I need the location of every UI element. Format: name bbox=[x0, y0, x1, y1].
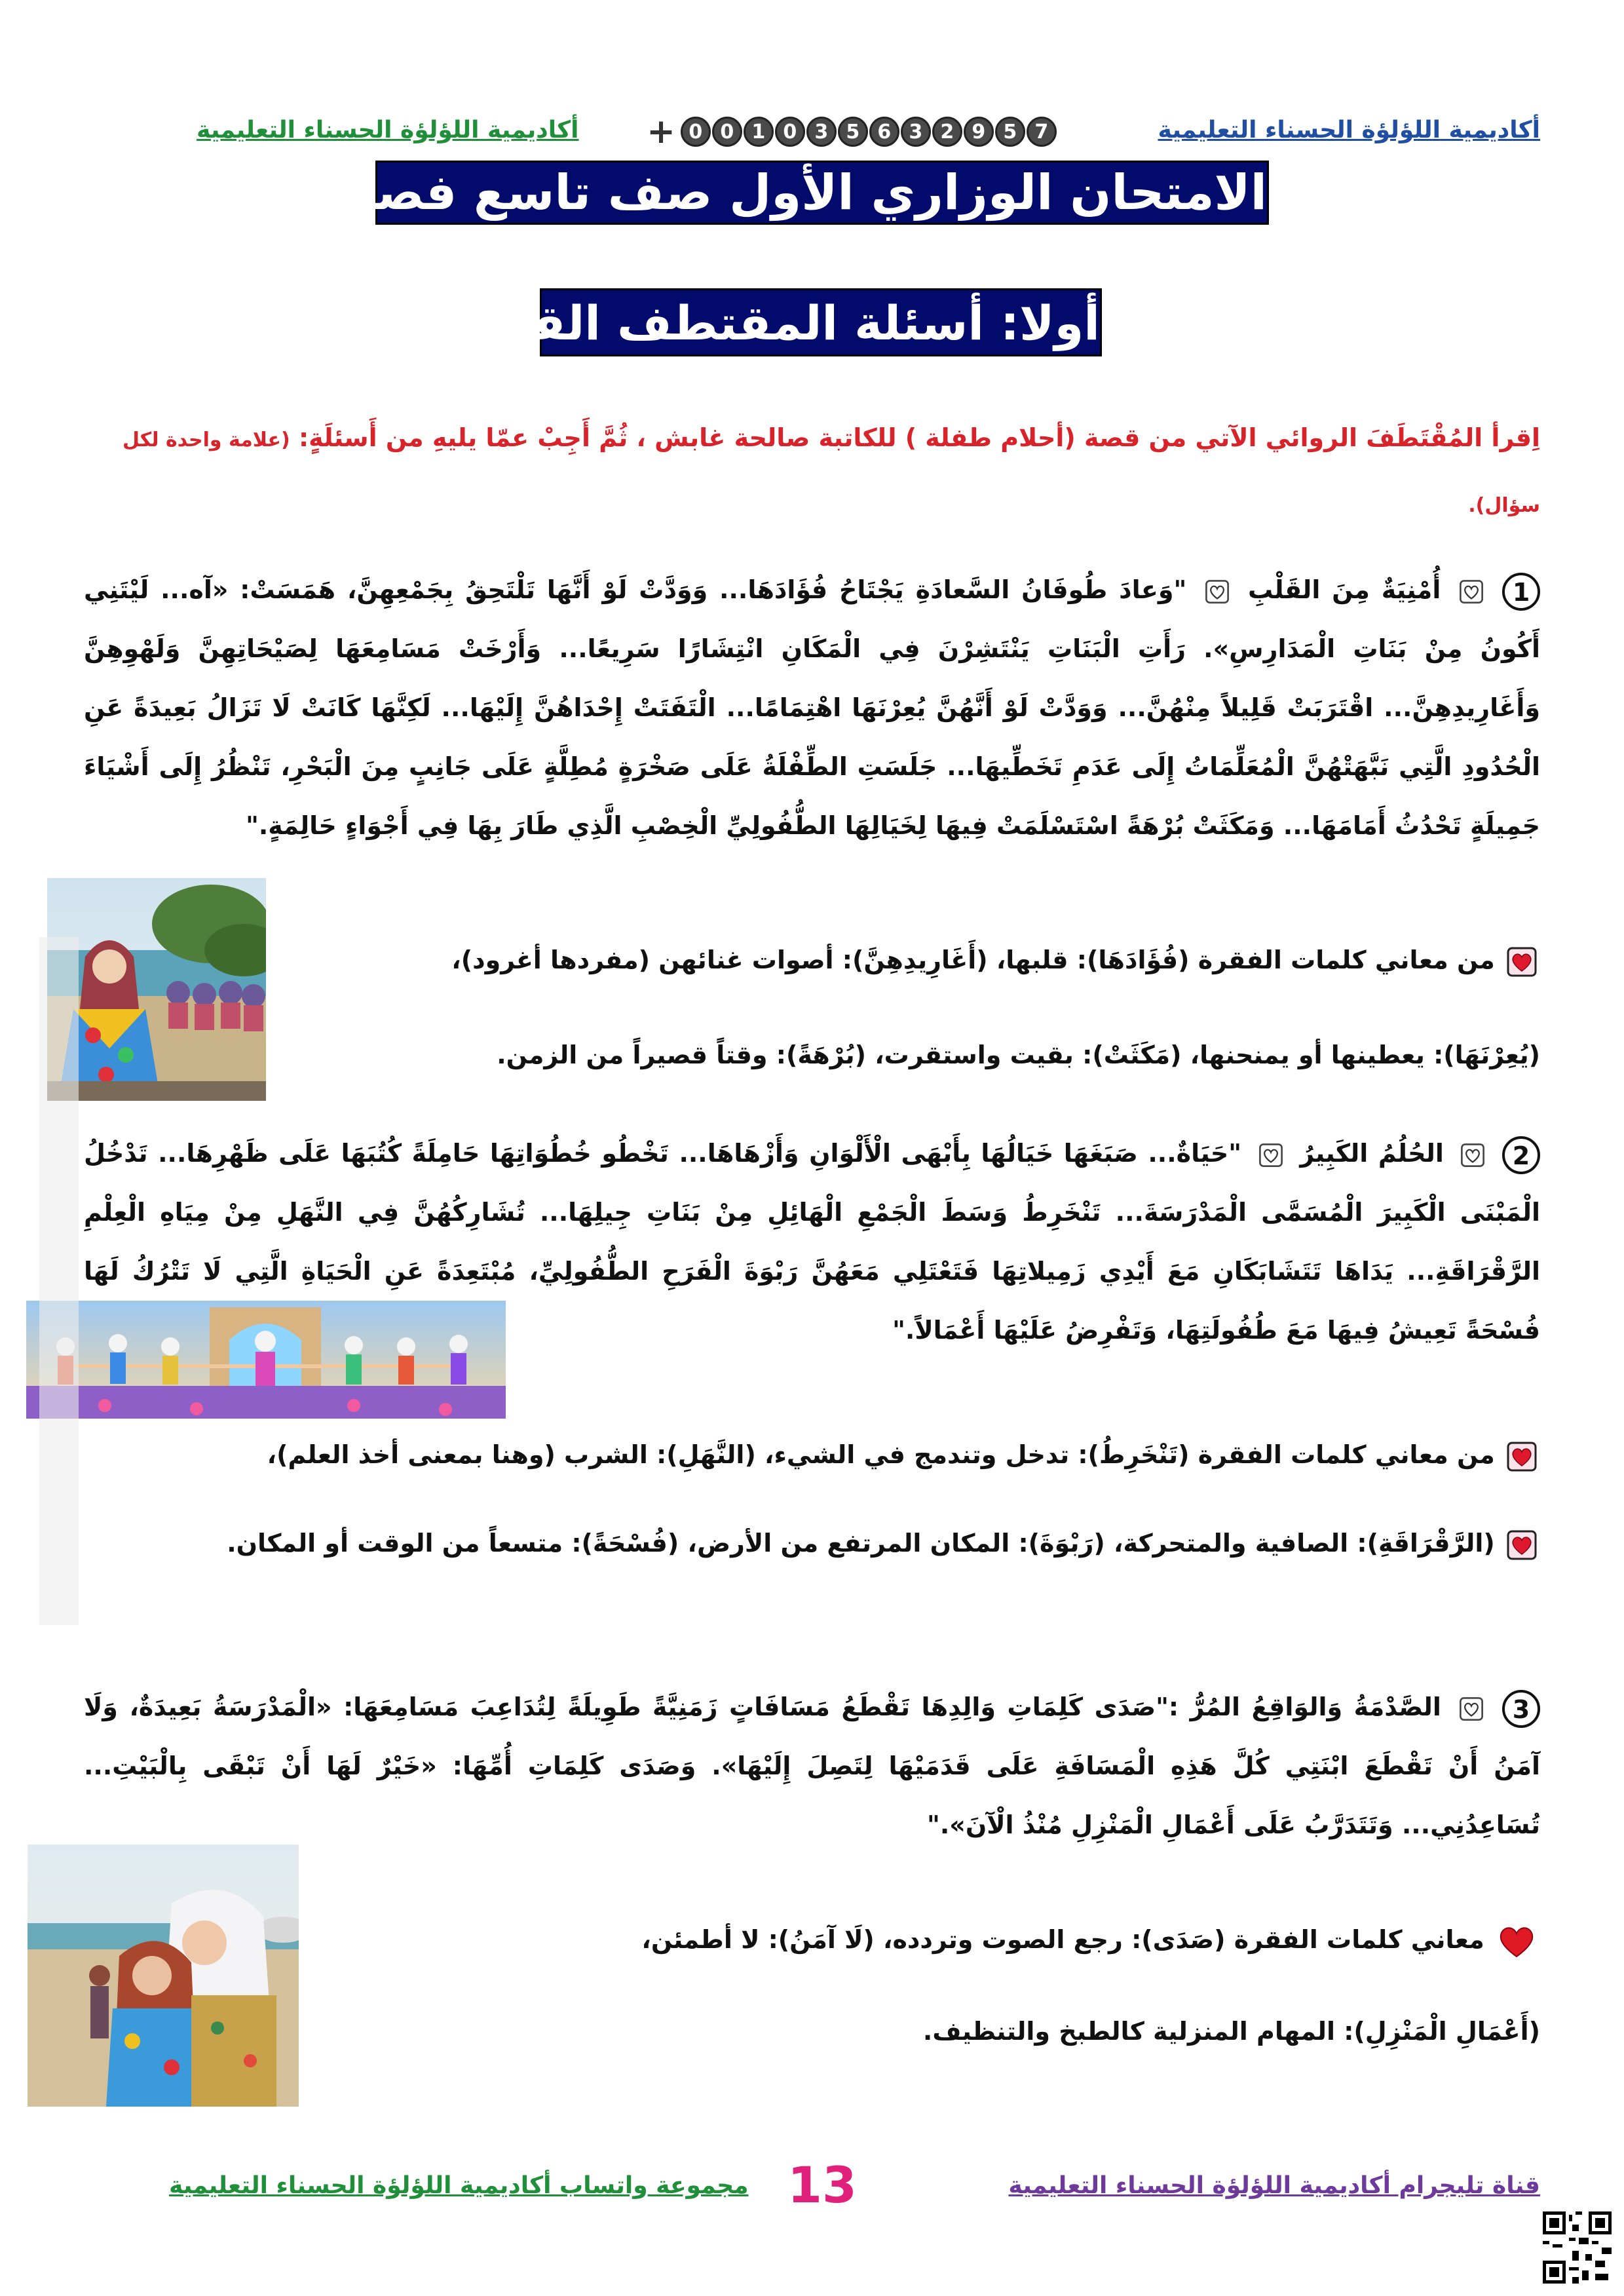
heart-in-box-icon bbox=[1506, 1441, 1538, 1472]
paragraph-heading: أُمْنِيَةٌ مِنَ القَلْبِ bbox=[1247, 575, 1441, 604]
meanings-line bbox=[641, 1920, 1540, 1959]
paragraph-text: "وَعادَ طُوفَانُ السَّعادَةِ يَجْتَاحُ فُؤَادَهَا... وَوَدَّتْ لَوْ أَنَّهَا تَلْتَحِقُ بِجَمْعِهِنَّ، هَمَسَتْ: «آه... لَيْتَنِي أَكُونُ مِنْ بَنَاتِ الْمَدَارِسِ». رَأَتِ الْبَنَاتِ يَنْتَشِرْنَ فِي الْمَكَانِ انْتِشَارًا سَرِيعًا... وَأَرْخَتْ مَسَامِعَهَا لِصَيْحَاتِهِنَّ وَلَهْوِهِنَّ وَأَغَارِيدِهِنَّ... اقْتَرَبَتْ قَلِيلاً مِنْهُنَّ... وَوَدَّتْ لَوْ أَنَّهُنَّ يُعِرْنَهَا اهْتِمَامًا... الْتَفَتَتْ إِحْدَاهُنَّ إِلَيْهَا... لَكِنَّهَا كَانَتْ لَا تَزَالُ بَعِيدَةً عَنِ الْحُدُودِ الَّتِي نَبَّهَتْهُنَّ الْمُعَلِّمَاتُ إِلَى عَدَمِ تَخَطِّيهَا... جَلَسَتِ الطِّفْلَةُ عَلَى صَخْرَةٍ مُطِلَّةٍ عَلَى جَانِبٍ مِنَ الْبَحْرِ، تَنْظُرُ إِلَى أَشْيَاءَ جَمِيلَةٍ تَحْدُثُ أَمَامَهَا... وَمَكَثَتْ بُرْهَةً اسْتَسْلَمَتْ فِيهَا لِخَيَالِهَا الطُّفُولِيِّ الْخِصْبِ الَّذِي طَارَ بِهَا فِي أَجْوَاءٍ حَالِمَةٍ." bbox=[84, 575, 1540, 840]
meanings-line bbox=[451, 940, 1540, 980]
phone-digit: 2 bbox=[932, 117, 962, 147]
phone-digit: 7 bbox=[1027, 117, 1057, 147]
heart-in-box-icon bbox=[1506, 946, 1538, 978]
heart-icon bbox=[1497, 1924, 1536, 1959]
paragraph-heading: الصَّدْمَةُ وَالوَاقِعُ المُرُّ bbox=[1190, 1693, 1441, 1721]
meanings-text: (أَعْمَالِ الْمَنْزِلِ): المهام المنزلية كالطبخ والتنظيف. bbox=[922, 2017, 1540, 2046]
paragraph-text: :"صَدَى كَلِمَاتِ وَالِدِهَا تَقْطَعُ مَسَافَاتٍ زَمَنِيَّةً طَوِيلَةً لِتُدَاعِبَ مَسَامِعَهَا: «الْمَدْرَسَةُ بَعِيدَةٌ، وَلَا آمَنُ أَنْ تَقْطَعَ ابْنَتِي كُلَّ هَذِهِ الْمَسَافَةِ عَلَى قَدَمَيْهَا لِتَصِلَ إِلَيْهَا». وَصَدَى كَلِمَاتِ أُمِّهَا: «خَيْرٌ لَهَا أَنْ تَبْقَى بِالْبَيْتِ... تُسَاعِدُنِي... وَتَتَدَرَّبُ عَلَى أَعْمَالِ الْمَنْزِلِ مُنْذُ الْآنَ»." bbox=[84, 1693, 1540, 1839]
academy-watermark bbox=[20, 937, 92, 1625]
telegram-channel-link[interactable]: قناة تليجرام أكاديمية اللؤلؤة الحسناء التعليمية bbox=[1008, 2172, 1540, 2199]
meanings-line bbox=[923, 2012, 1540, 2051]
paragraph-number: 2 bbox=[1502, 1136, 1540, 1174]
paragraph-number: 1 bbox=[1502, 573, 1540, 611]
paragraph-number: 3 bbox=[1502, 1690, 1540, 1728]
phone-digit: 5 bbox=[838, 117, 868, 147]
paragraph-2 bbox=[84, 1124, 1540, 1360]
exam-title: الامتحان الوزاري الأول صف تاسع فصل ثالث bbox=[375, 161, 1269, 225]
section-title: أولا: أسئلة المقتطف القصير bbox=[540, 288, 1102, 356]
page-number: 13 bbox=[787, 2156, 857, 2214]
meanings-text: من معاني كلمات الفقرة (تَنْخَرِطُ): تدخل وتندمج في الشيء، (النَّهَلِ): الشرب (وهنا بمعنى أخذ العلم)، bbox=[267, 1440, 1495, 1469]
phone-digit: 0 bbox=[712, 117, 742, 147]
paragraph-3 bbox=[84, 1677, 1540, 1854]
meanings-text: (الرَّقْرَاقَةِ): الصافية والمتحركة، (رَبْوَةَ): المكان المرتفع من الأرض، (فُسْحَةً): متسعاً من الوقت أو المكان. bbox=[227, 1529, 1495, 1558]
girls-in-sand-image bbox=[28, 1845, 299, 2107]
qr-code-icon[interactable] bbox=[1543, 2211, 1612, 2284]
heart-in-box-icon bbox=[1257, 1141, 1285, 1169]
phone-digit: 0 bbox=[775, 117, 805, 147]
heart-in-box-icon bbox=[1506, 1529, 1538, 1561]
meanings-text: معاني كلمات الفقرة (صَدَى): رجع الصوت وتردده، (لَا آمَنُ): لا أطمئن، bbox=[641, 1925, 1484, 1954]
heart-in-box-icon bbox=[1203, 578, 1231, 605]
phone-digit: 3 bbox=[806, 117, 837, 147]
instruction-note: (علامة واحدة لكل سؤال). bbox=[123, 429, 1540, 517]
instruction-text bbox=[84, 406, 1540, 537]
whatsapp-group-link[interactable]: مجموعة واتساب أكاديمية اللؤلؤة الحسناء التعليمية bbox=[169, 2172, 749, 2199]
heart-in-box-icon bbox=[1459, 1141, 1486, 1169]
header-academy-left[interactable]: أكاديمية اللؤلؤة الحسناء التعليمية bbox=[197, 117, 579, 144]
phone-plus: + bbox=[647, 112, 675, 151]
phone-digit: 3 bbox=[901, 117, 931, 147]
heart-in-box-icon bbox=[1458, 578, 1485, 605]
paragraph-1 bbox=[84, 560, 1540, 855]
meanings-text: (يُعِرْنَهَا): يعطينها أو يمنحنها، (مَكَثَتْ): بقيت واستقرت، (بُرْهَةً): وقتاً قصيراً من الزمن. bbox=[497, 1041, 1540, 1069]
instruction-main: اِقرأ المُقْتَطَفَ الروائي الآتي من قصة (أحلام طفلة ) للكاتبة صالحة غابش ، ثُمَّ أَجِبْ عمّا يليهِ من أَسئلَةٍ: bbox=[298, 423, 1540, 452]
paragraph-text: "حَيَاةٌ... صَبَغَهَا خَيَالُهَا بِأَبْهَى الْأَلْوَانِ وَأَزْهَاهَا... تَخْطُو خُطُوَاتِهَا حَامِلَةً كُتُبَهَا عَلَى ظَهْرِهَا... تَدْخُلُ الْمَبْنَى الْكَبِيرَ الْمُسَمَّى الْمَدْرَسَةَ... تَنْخَرِطُ وَسَطَ الْجَمْعِ الْهَائِلِ مِنْ بَنَاتِ جِيلِهَا... تُشَارِكُهُنَّ فِي النَّهَلِ مِنْ مِيَاهِ الْعِلْمِ الرَّقْرَاقَةِ... يَدَاهَا تَتَشَابَكَانِ مَعَ أَيْدِي زَمِيلاتِهَا فَتَعْتَلِي مَعَهُنَّ رَبْوَةَ الْفَرَحِ الطُّفُولِيِّ، مُبْتَعِدَةً عَنِ الْحَيَاةِ الَّتِي لَا تَتْرُكُ لَهَا فُسْحَةً تَعِيشُ فِيهَا مَعَ طُفُولَتِهَا، وَتَفْرِضُ عَلَيْهَا أَعْمَالاً." bbox=[84, 1139, 1540, 1345]
phone-digit: 1 bbox=[744, 117, 774, 147]
phone-digit: 9 bbox=[964, 117, 994, 147]
phone-digit: 0 bbox=[681, 117, 711, 147]
meanings-line bbox=[497, 1035, 1540, 1075]
meanings-line bbox=[267, 1435, 1540, 1474]
header-academy-right[interactable]: أكاديمية اللؤلؤة الحسناء التعليمية bbox=[1158, 117, 1540, 144]
heart-in-box-icon bbox=[1458, 1695, 1485, 1723]
meanings-text: من معاني كلمات الفقرة (فُؤَادَهَا): قلبها، (أَغَارِيدِهِنَّ): أصوات غنائهن (مفردها أغرود)، bbox=[451, 946, 1495, 974]
meanings-line bbox=[84, 1514, 1540, 1573]
paragraph-heading: الحُلُمُ الكَبِيرُ bbox=[1300, 1139, 1444, 1168]
phone-digit: 5 bbox=[995, 117, 1025, 147]
header-phone-number[interactable] bbox=[576, 111, 1127, 152]
phone-digit: 6 bbox=[869, 117, 899, 147]
